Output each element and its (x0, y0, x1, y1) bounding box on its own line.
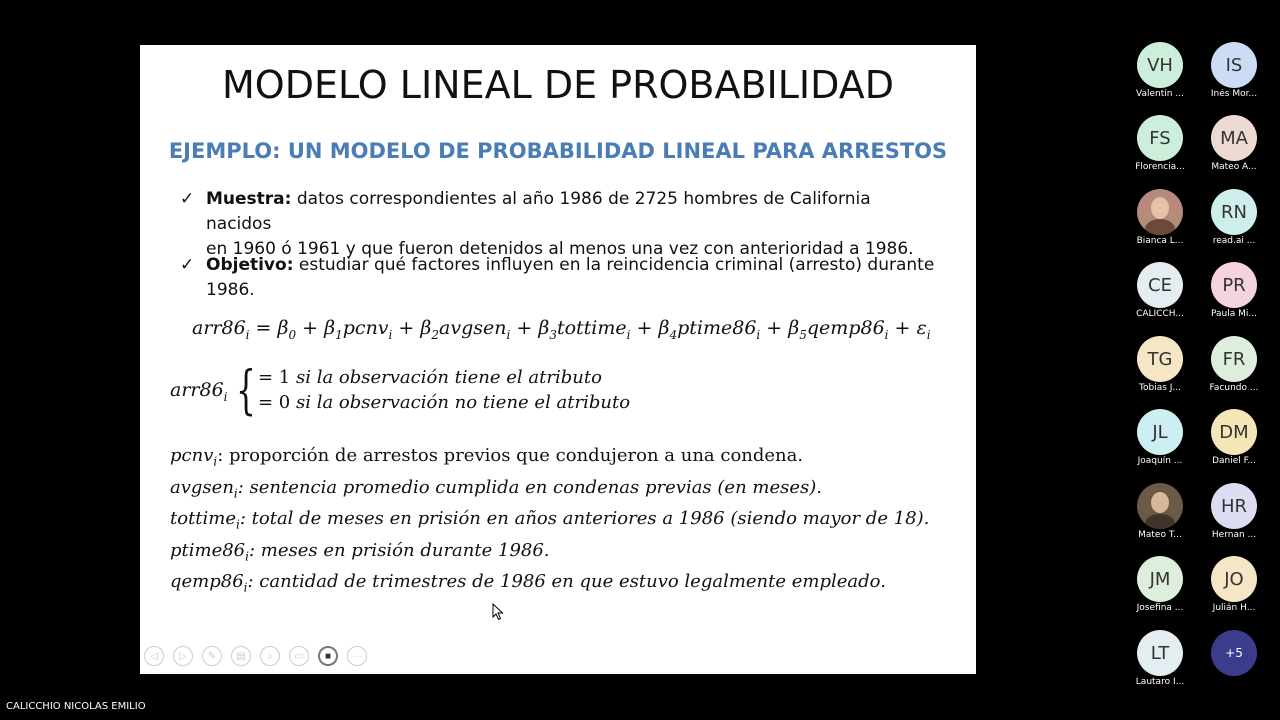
participant-name: Daniel F... (1212, 456, 1256, 466)
next-icon[interactable]: ▷ (173, 646, 193, 666)
more-participants-count: +5 (1211, 630, 1257, 676)
participant-name: Tobias J... (1139, 383, 1181, 393)
participant-name: Mateo T... (1138, 530, 1182, 540)
participant-tile[interactable] (1198, 189, 1270, 246)
participant-tile[interactable] (1198, 483, 1270, 540)
pen-icon[interactable]: ✎ (202, 646, 222, 666)
participant-name: Hernan ... (1211, 530, 1257, 540)
definition-case-2: = 0 si la observación no tiene el atributo (258, 392, 631, 413)
bullet-text: estudiar qué factores influyen en la reincidencia criminal (arresto) durante (293, 255, 935, 275)
bullet-text: 1986. (206, 280, 255, 300)
participant-tile[interactable] (1198, 262, 1270, 319)
curly-brace: { (236, 361, 256, 421)
participant-tile[interactable] (1124, 630, 1196, 687)
participant-tile[interactable] (1124, 409, 1196, 466)
participant-name: read.ai ... (1212, 236, 1256, 246)
avatar: DM (1211, 409, 1257, 455)
variable-row: $ptime86_i$: meses en prisión durante 1986. (170, 539, 550, 564)
main-equation: $arr86_i = \beta_0$ + $\beta_1pcnv_i$ + $\beta_2avgsen_i$ + $\beta_3tottime_i$ + $\beta_4ptime86_i$ + $\beta_5qemp86_i + \varepsilon_i$ (192, 317, 931, 342)
variable-row: tottime$_i$: total de meses en prisión en años anteriores a 1986 (siendo mayor de 18). (170, 508, 930, 532)
participant-tile[interactable] (1198, 336, 1270, 393)
presenter-name: CALICCHIO NICOLAS EMILIO (6, 701, 146, 712)
definition-lhs: $arr86_i$ (170, 379, 228, 404)
participant-tile[interactable] (1124, 262, 1196, 319)
variable-row: $qemp86_i$: cantidad de trimestres de 1986 en que estuvo legalmente empleado. (170, 571, 886, 595)
camera-icon[interactable]: ■ (318, 646, 338, 666)
avatar: MA (1211, 115, 1257, 161)
mouse-cursor-icon (492, 603, 504, 621)
previous-icon[interactable]: ◁ (144, 646, 164, 666)
more-icon[interactable]: ··· (347, 646, 367, 666)
participant-name: Bianca L... (1136, 236, 1184, 246)
participant-tile[interactable] (1124, 189, 1196, 246)
avatar-photo (1137, 189, 1183, 235)
participant-name: Mateo A... (1211, 162, 1257, 172)
bullet-text: datos correspondientes al año 1986 de 2725 hombres de California nacidos (206, 189, 871, 234)
avatar: JO (1211, 556, 1257, 602)
avatar: LT (1137, 630, 1183, 676)
participant-name: Inés Mor... (1210, 89, 1258, 99)
participant-name: Valentín ... (1136, 89, 1184, 99)
participant-name: Julián H... (1212, 603, 1256, 613)
bullet-label: Muestra: (206, 189, 292, 209)
participant-name: CALICCH... (1136, 309, 1184, 319)
slideshow-controls (144, 646, 367, 668)
participant-name: Facundo ... (1209, 383, 1259, 393)
participant-name: Florencia... (1135, 162, 1185, 172)
variable-definitions (170, 443, 970, 601)
participant-tile[interactable] (1124, 42, 1196, 99)
dependent-variable-definition (170, 361, 770, 421)
participant-tile[interactable] (1198, 115, 1270, 172)
participant-tile[interactable] (1198, 409, 1270, 466)
zoom-icon[interactable]: ⌕ (260, 646, 280, 666)
participant-name: Josefina ... (1136, 603, 1184, 613)
avatar: IS (1211, 42, 1257, 88)
slide-subtitle: EJEMPLO: UN MODELO DE PROBABILIDAD LINEAL PARA ARRESTOS (168, 139, 948, 163)
participant-tile[interactable] (1198, 556, 1270, 613)
participant-name: Paula Mi... (1211, 309, 1257, 319)
variable-row: pcnv$_i$: proporción de arrestos previos que condujeron a una condena. (170, 445, 804, 469)
avatar: VH (1137, 42, 1183, 88)
participant-name: Lautaro I... (1135, 677, 1185, 687)
bullet-text: en 1960 ó 1961 y que fueron detenidos al menos una vez con anterioridad a 1986. (206, 239, 914, 259)
definition-case-1: = 1 si la observación tiene el atributo (258, 367, 602, 388)
variable-row: avgsen$_i$: sentencia promedio cumplida en condenas previas (en meses). (170, 476, 822, 501)
avatar: FS (1137, 115, 1183, 161)
avatar: JL (1137, 409, 1183, 455)
participant-tile[interactable] (1124, 556, 1196, 613)
participant-name: Joaquín ... (1137, 456, 1183, 466)
avatar: FR (1211, 336, 1257, 382)
participant-tile[interactable] (1124, 115, 1196, 172)
checkmark-icon: ✓ (180, 189, 195, 209)
avatar: PR (1211, 262, 1257, 308)
slide-title: MODELO LINEAL DE PROBABILIDAD (222, 63, 894, 107)
subtitles-icon[interactable]: ▭ (289, 646, 309, 666)
avatar: TG (1137, 336, 1183, 382)
participant-tile[interactable] (1124, 336, 1196, 393)
bullet-objetivo (180, 253, 940, 303)
participant-tile[interactable] (1124, 483, 1196, 540)
slides-icon[interactable]: ▤ (231, 646, 251, 666)
avatar: CE (1137, 262, 1183, 308)
avatar-photo (1137, 483, 1183, 529)
shared-slide (140, 45, 976, 674)
avatar: RN (1211, 189, 1257, 235)
avatar: JM (1137, 556, 1183, 602)
bullet-label: Objetivo: (206, 255, 294, 275)
more-participants-button[interactable] (1198, 630, 1270, 676)
avatar: HR (1211, 483, 1257, 529)
checkmark-icon: ✓ (180, 255, 195, 275)
bullet-muestra (180, 187, 940, 262)
participant-tile[interactable] (1198, 42, 1270, 99)
